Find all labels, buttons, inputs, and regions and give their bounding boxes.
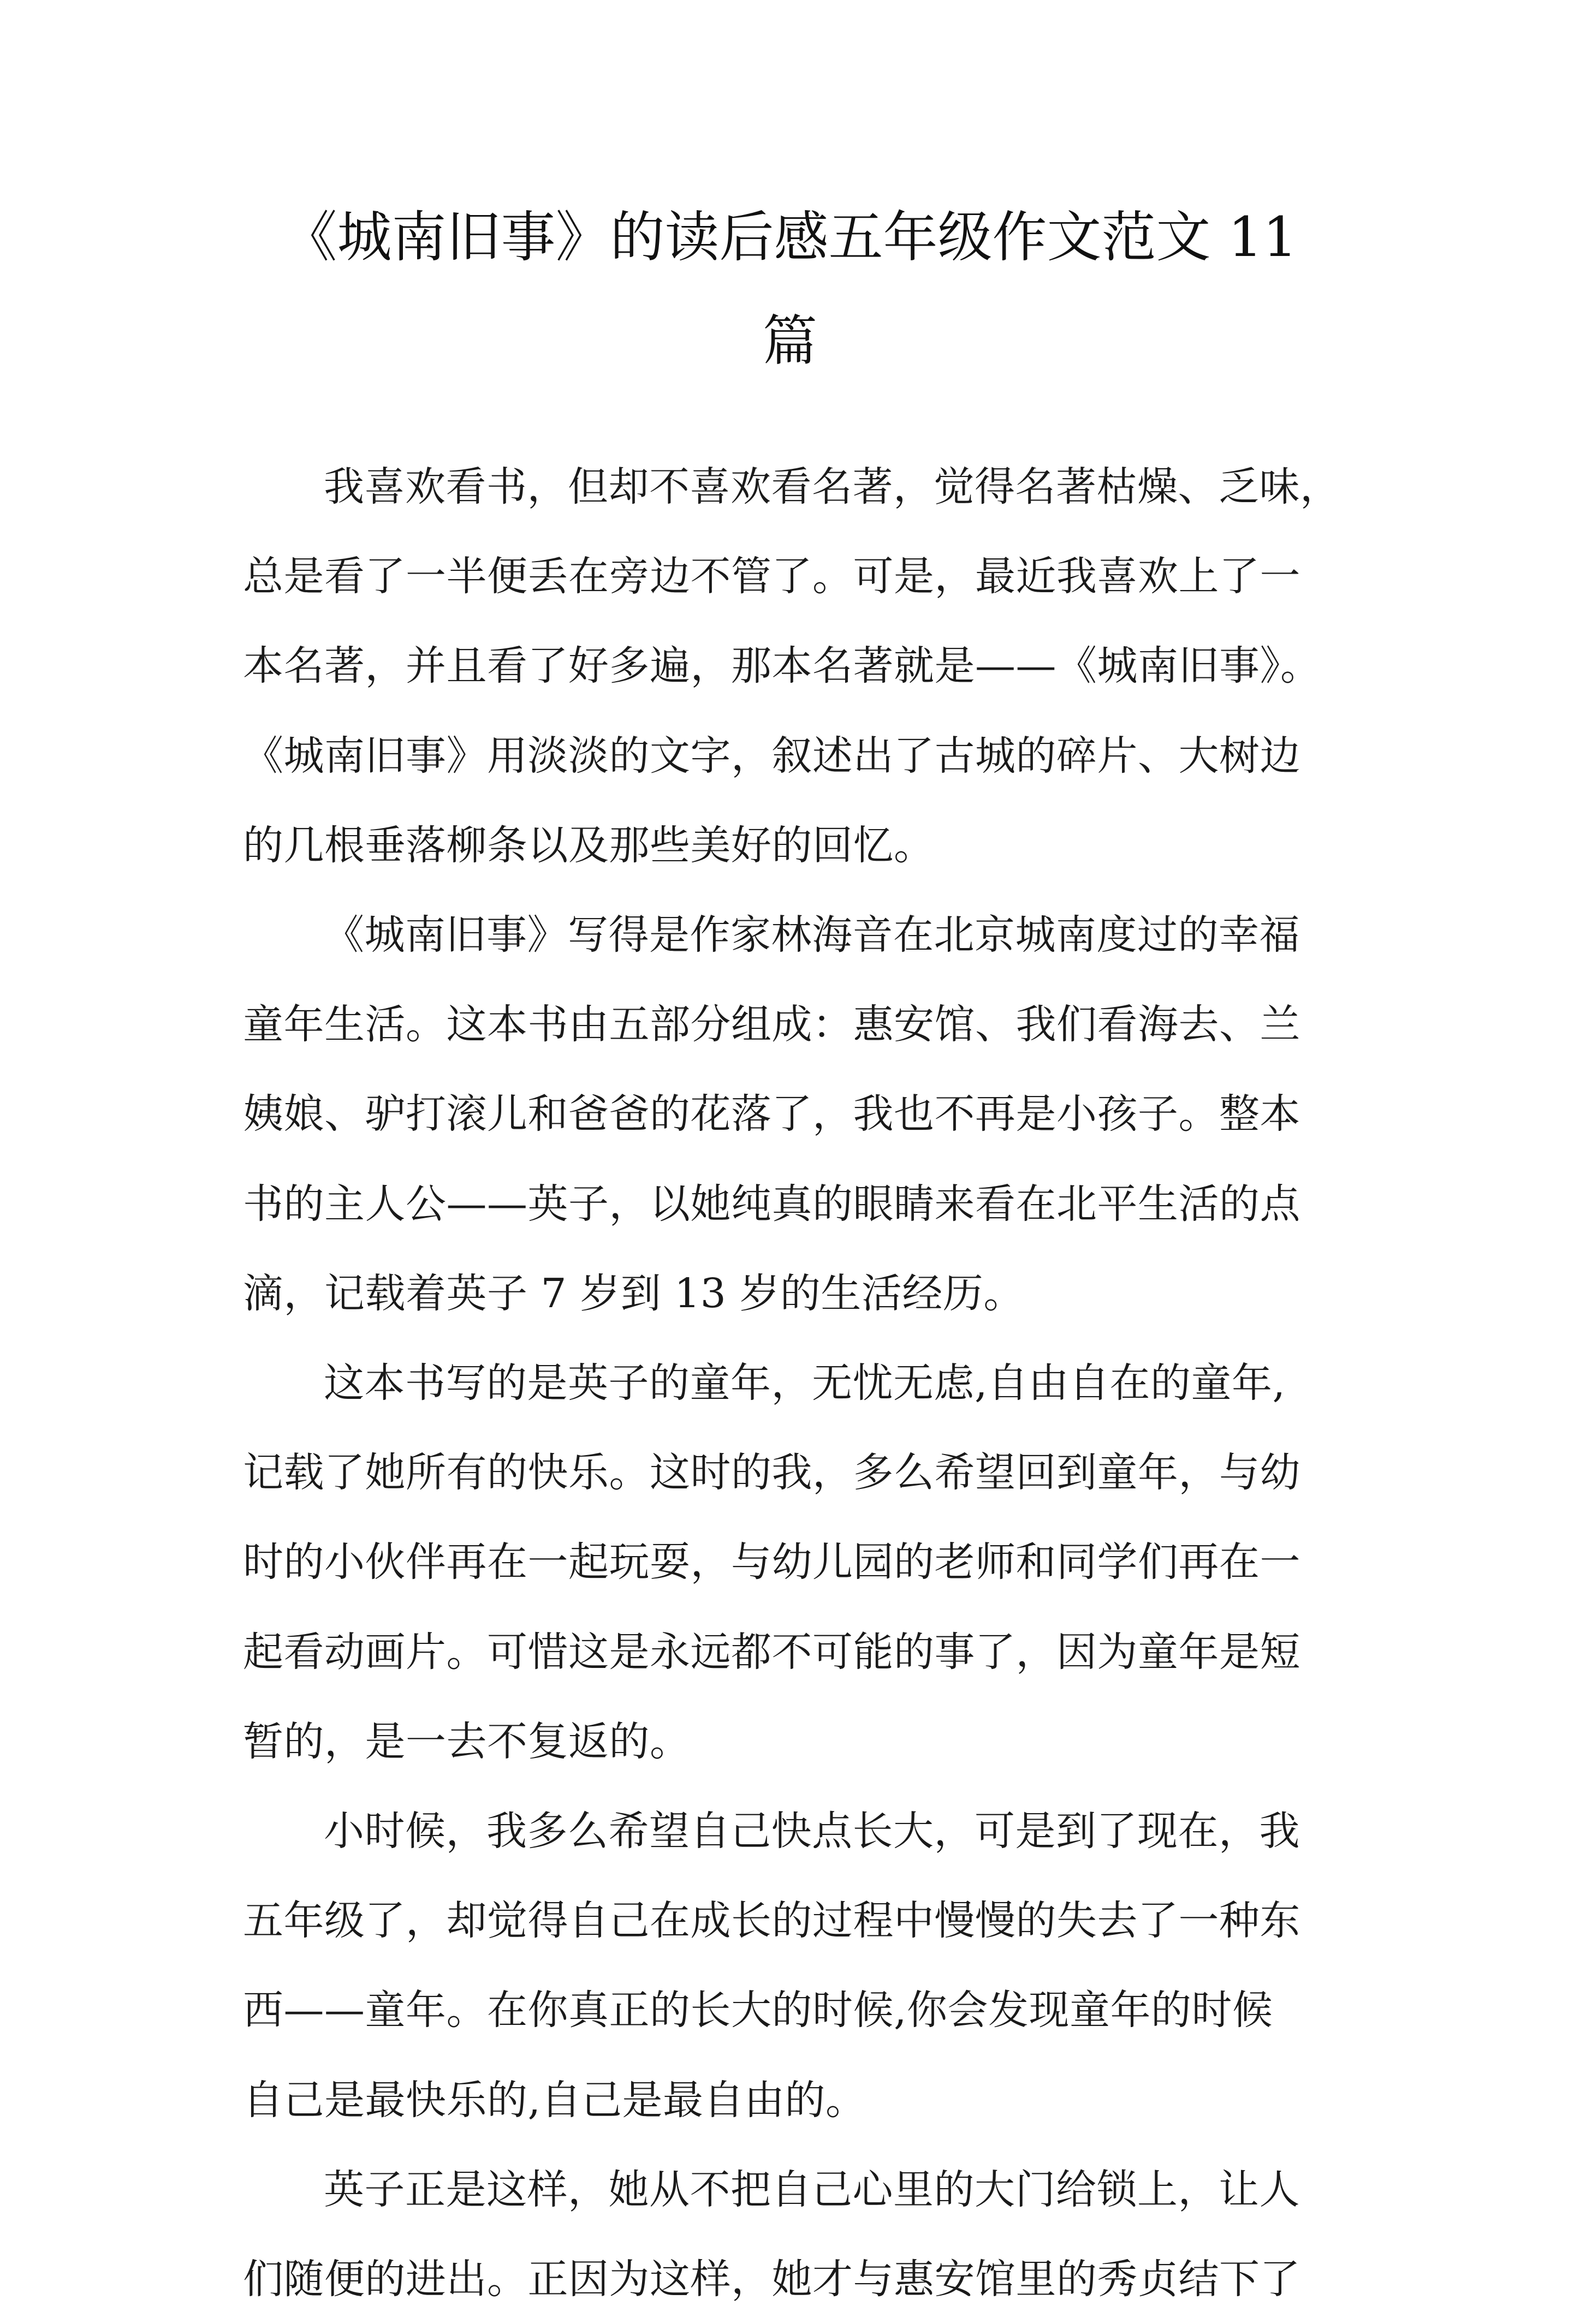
paragraph-line: 起看动画片。可惜这是永远都不可能的事了，因为童年是短 (243, 1628, 1300, 1676)
title-line-1: 《城南旧事》的读后感五年级作文范文 11 (282, 205, 1298, 269)
paragraph-line: 童年生活。这本书由五部分组成：惠安馆、我们看海去、兰 (243, 1001, 1300, 1048)
paragraph-line: 本名著，并且看了好多遍，那本名著就是——《城南旧事》。 (243, 642, 1321, 690)
paragraph-line: 西——童年。在你真正的长大的时候,你会发现童年的时候 (243, 1987, 1273, 2034)
paragraph-line: 暂的，是一去不复返的。 (243, 1718, 691, 1765)
paragraph-line: 英子正是这样，她从不把自己心里的大门给锁上，让人 (324, 2166, 1300, 2213)
paragraph-line: 时的小伙伴再在一起玩耍，与幼儿园的老师和同学们再在一 (243, 1539, 1300, 1586)
paragraph-line: 《城南旧事》用淡淡的文字，叙述出了古城的碎片、大树边 (243, 732, 1300, 779)
paragraph-line: 五年级了，却觉得自己在成长的过程中慢慢的失去了一种东 (243, 1897, 1300, 1945)
paragraph-line: 我喜欢看书，但却不喜欢看名著，觉得名著枯燥、乏味， (324, 463, 1341, 510)
paragraph-2 (243, 890, 1389, 1338)
paragraph-line: 这本书写的是英子的童年，无忧无虑,自由自在的童年, (324, 1360, 1286, 1407)
paragraph-line: 滴，记载着英子 7 岁到 13 岁的生活经历。 (243, 1270, 1024, 1317)
paragraph-line: 姨娘、驴打滚儿和爸爸的花落了，我也不再是小孩子。整本 (243, 1091, 1300, 1138)
paragraph-line: 记载了她所有的快乐。这时的我，多么希望回到童年，与幼 (243, 1449, 1300, 1497)
paragraph-line: 的几根垂落柳条以及那些美好的回忆。 (243, 821, 935, 869)
paragraph-line: 《城南旧事》写得是作家林海音在北京城南度过的幸福 (324, 911, 1300, 959)
paragraph-line: 小时候，我多么希望自己快点长大，可是到了现在，我 (324, 1808, 1300, 1855)
paragraph-5 (243, 2145, 1389, 2324)
paragraph-line: 书的主人公——英子，以她纯真的眼睛来看在北平生活的点 (243, 1180, 1300, 1227)
document-body (243, 442, 1389, 2324)
paragraph-line: 总是看了一半便丢在旁边不管了。可是，最近我喜欢上了一 (243, 553, 1300, 600)
paragraph-4 (243, 1786, 1389, 2145)
paragraph-line: 自己是最快乐的,自己是最自由的。 (243, 2076, 866, 2124)
paragraph-1 (243, 442, 1389, 890)
paragraph-line: 们随便的进出。正因为这样，她才与惠安馆里的秀贞结下了 (243, 2256, 1300, 2303)
paragraph-3 (243, 1338, 1389, 1786)
document-title (164, 186, 1416, 393)
title-line-2: 篇 (763, 309, 817, 373)
